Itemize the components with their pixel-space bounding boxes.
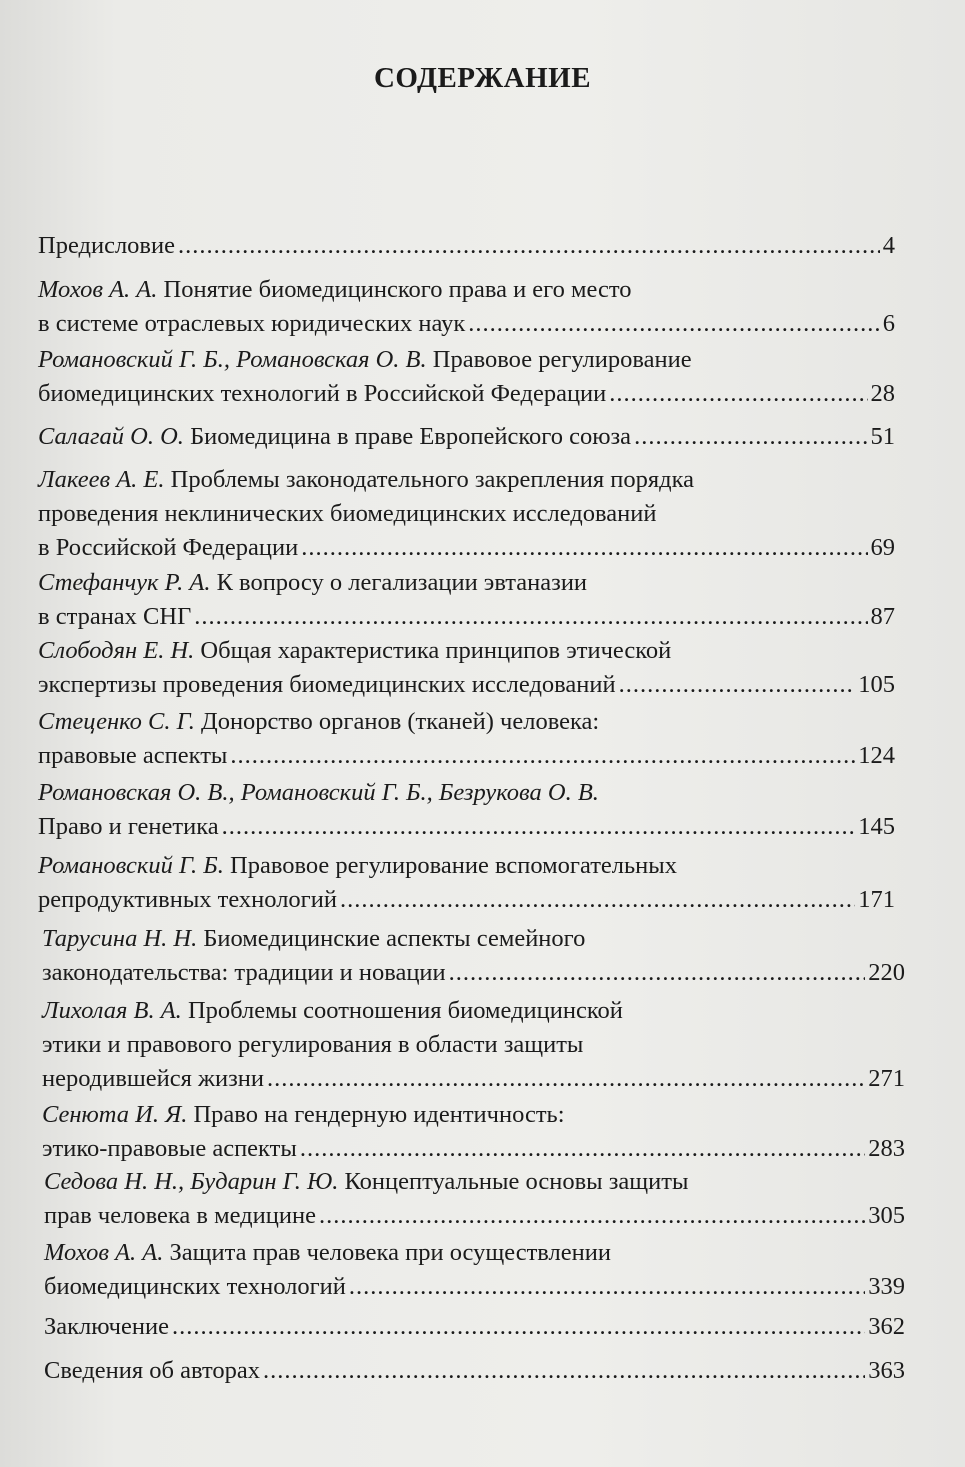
toc-line-text [38,708,599,735]
toc-line [38,307,895,341]
toc-line [38,343,895,377]
toc-line-text [38,346,692,373]
toc-line [38,668,895,702]
toc-title-text: Защита прав человека при осуществлении [163,1239,611,1266]
page-number: 69 [870,534,895,561]
toc-line-text [38,500,656,527]
toc-line [42,1098,905,1132]
toc-title-text: в Российской Федерации [38,534,299,561]
toc-line-text [38,377,606,411]
toc-author: Лихолая В. А. [42,997,182,1024]
toc-line-text [38,466,694,493]
toc-line [38,531,895,565]
toc-entry [42,994,905,1096]
toc-title-text: Сведения об авторах [44,1357,260,1384]
toc-author: Салагай О. О. [38,423,184,450]
toc-title-text: Биомедицина в праве Европейского союза [183,423,632,450]
toc-title-text: Правовое регулирование вспомогательных [223,852,677,879]
toc-title-text: биомедицинских технологий в Российской Федерации [38,380,607,407]
toc-line [38,883,895,917]
toc-line [38,776,895,810]
toc-title-text: в странах СНГ [38,603,192,630]
toc-line-text [42,1062,264,1096]
toc-line [38,849,895,883]
page-number: 171 [858,886,895,913]
toc-line [38,497,895,531]
toc-author: Мохов А. А. [44,1239,164,1266]
page-number: 4 [882,232,895,259]
toc-line-text [42,1101,565,1128]
toc-line-text [38,668,616,702]
toc-title-text: Проблемы соотношения биомедицинской [181,997,623,1024]
toc-line [38,377,895,411]
dot-leader [634,420,867,454]
toc-line [38,634,895,668]
dot-leader [178,229,880,263]
page-title: СОДЕРЖАНИЕ [373,62,592,94]
toc-line-text [44,1239,611,1266]
toc-author: Седова Н. Н., Бударин Г. Ю. [44,1168,339,1195]
toc-author: Романовская О. В., Романовский Г. Б., Безрукова О. В. [38,779,599,806]
page-number: 362 [868,1313,905,1340]
toc-title-text: в системе отраслевых юридических наук [38,310,466,337]
dot-leader [222,810,856,844]
toc-line [42,1028,905,1062]
toc-entry [38,849,895,917]
page-number: 124 [858,742,895,769]
toc-title-text: Общая характеристика принципов этической [194,637,672,664]
toc-line-text [38,810,219,844]
toc-line-text [38,531,298,565]
toc-line [38,705,895,739]
toc-title-text: Право на гендерную идентичность: [187,1101,565,1128]
toc-title-text: Понятие биомедицинского права и его место [157,276,632,303]
toc-title-text: Предисловие [38,232,175,259]
toc-line-text [42,1031,583,1058]
page-number: 105 [858,671,895,698]
toc-author: Мохов А. А. [38,276,158,303]
dot-leader [340,883,855,917]
page-number: 28 [870,380,895,407]
toc-author: Сенюта И. Я. [42,1101,188,1128]
toc-title-text: репродуктивных технологий [38,886,337,913]
toc-author: Стеценко С. Г. [38,708,195,735]
dot-leader [319,1199,865,1233]
toc-line [42,1132,905,1166]
toc-author: Стефанчук Р. А. [38,569,211,596]
toc-title-text: неродившейся жизни [42,1065,264,1092]
toc-line-text [38,739,227,773]
page-number: 339 [868,1273,905,1300]
toc-line-text [38,229,175,263]
page-number: 271 [868,1065,905,1092]
toc-line-text [38,600,191,634]
toc-line-text [38,883,337,917]
toc-line [38,273,895,307]
toc-entry [38,776,895,844]
toc-line [38,420,895,454]
toc-entry [38,566,895,634]
toc-line [44,1199,905,1233]
toc-line [44,1165,905,1199]
page-number: 220 [868,959,905,986]
toc-entry [42,922,905,990]
toc-line [42,922,905,956]
dot-leader [619,668,856,702]
toc-author: Романовский Г. Б., Романовская О. В. [38,346,427,373]
toc-line [38,810,895,844]
toc-line-text [42,925,585,952]
toc-line [38,739,895,773]
dot-leader [230,739,855,773]
dot-leader [609,377,867,411]
toc-line-text [44,1310,169,1344]
toc-line-text [38,637,671,664]
toc-line [38,463,895,497]
toc-author: Слободян Е. Н. [38,637,195,664]
page-number: 305 [868,1202,905,1229]
toc-line [38,600,895,634]
toc-line [38,229,895,263]
toc-line-text [38,276,632,303]
dot-leader [468,307,879,341]
dot-leader [300,1132,865,1166]
toc-line-text [38,852,677,879]
toc-title-text: биомедицинских технологий [44,1273,346,1300]
dot-leader [301,531,867,565]
toc-line [44,1310,905,1344]
toc-line [44,1270,905,1304]
toc-entry [38,705,895,773]
toc-title-text: проведения неклинических биомедицинских исследований [38,500,657,527]
toc-line [44,1354,905,1388]
toc-title-text: правовые аспекты [38,742,228,769]
page-number: 145 [858,813,895,840]
toc-title-text: прав человека в медицине [44,1202,316,1229]
toc-entry [44,1354,905,1388]
toc-title-text: Право и генетика [38,813,219,840]
toc-line-text [44,1168,688,1195]
toc-title-text: К вопросу о легализации эвтаназии [210,569,588,596]
dot-leader [172,1310,865,1344]
toc-entry [38,634,895,702]
page-number: 51 [870,423,895,450]
toc-line-text [44,1354,260,1388]
toc-line [42,956,905,990]
toc-author: Тарусина Н. Н. [42,925,198,952]
toc-title-text: Донорство органов (тканей) человека: [194,708,600,735]
toc-entry [38,343,895,411]
toc-line-text [38,569,587,596]
toc-line-text [38,420,631,454]
toc-entry [44,1165,905,1233]
toc-author: Романовский Г. Б. [38,852,224,879]
toc-entry [44,1310,905,1344]
toc-entry [38,420,895,454]
page-number: 87 [870,603,895,630]
toc-line-text [44,1270,346,1304]
toc-line-text [38,307,465,341]
toc-title-text: этико-правовые аспекты [42,1135,297,1162]
toc-entry [44,1236,905,1304]
toc-line-text [38,779,599,806]
toc-title-text: Концептуальные основы защиты [338,1168,689,1195]
toc-entry [38,273,895,341]
toc-title-text: Проблемы законодательного закрепления порядка [164,466,695,493]
dot-leader [267,1062,865,1096]
toc-line [42,994,905,1028]
toc-title-text: экспертизы проведения биомедицинских исследований [38,671,616,698]
toc-title-text: этики и правового регулирования в области защиты [42,1031,584,1058]
toc-title-text: Правовое регулирование [426,346,692,373]
toc-entry [42,1098,905,1166]
toc-line-text [42,1132,297,1166]
toc-entry [38,463,895,565]
dot-leader [194,600,867,634]
toc-line-text [44,1199,316,1233]
toc-line [44,1236,905,1270]
page-number: 6 [882,310,895,337]
toc-title-text: законодательства: традиции и новации [42,959,446,986]
toc-line-text [42,956,446,990]
page-number: 283 [868,1135,905,1162]
toc-line [38,566,895,600]
toc-author: Лакеев А. Е. [38,466,165,493]
dot-leader [349,1270,865,1304]
toc-entry [38,229,895,263]
toc-title-text: Заключение [44,1313,169,1340]
toc-line [42,1062,905,1096]
dot-leader [449,956,866,990]
dot-leader [263,1354,865,1388]
toc-line-text [42,997,623,1024]
page-number: 363 [868,1357,905,1384]
toc-title-text: Биомедицинские аспекты семейного [197,925,586,952]
